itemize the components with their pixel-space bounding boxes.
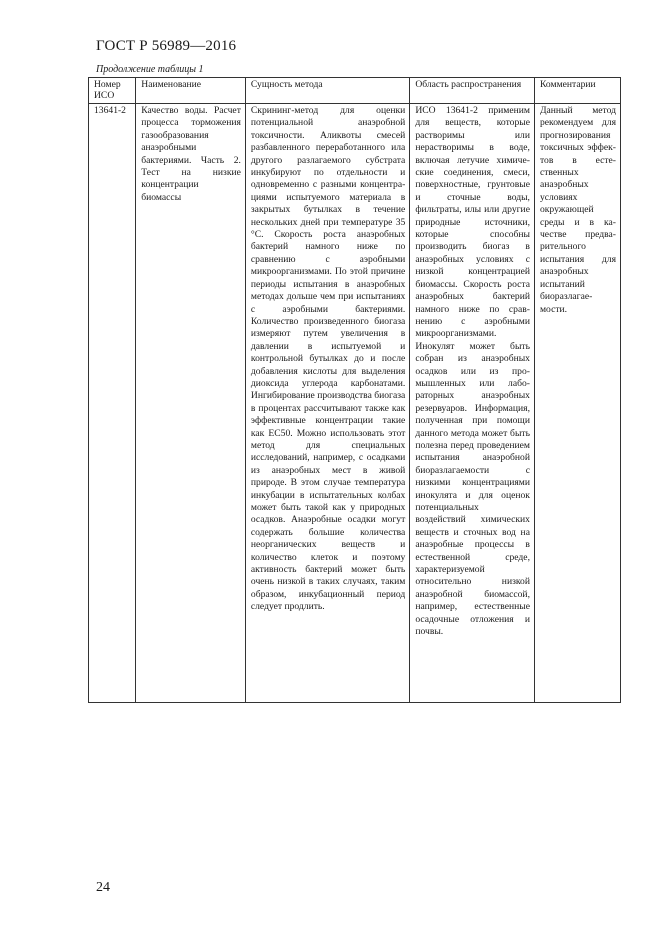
page-number: 24 — [96, 880, 110, 895]
column-header-method: Сущность метода — [245, 78, 409, 104]
cell-name: Качество воды. Расчет процесса торможения газообразования анаэробными бактериями. Часть 2. Тест на низкие концентрации биомассы — [136, 104, 246, 703]
document-standard-title: ГОСТ Р 56989—2016 — [96, 38, 237, 54]
column-header-scope: Область распространения — [410, 78, 535, 104]
cell-scope — [410, 104, 535, 703]
cell-iso-number: 13641-2 — [89, 104, 136, 703]
scope-paragraph: Инокулят может быть собран из анаэробных осадков или из промышленных или лабораторных анаэробных резервуаров. Информация, полученная при помощи данного метода может быть полезна перед проведением испытания анаэробной биоразлагаемости с низкими концентрациями инокулята и для оценок потенциальных воздействий химических веществ и сточных вод на анаэробные процессы в естественной среде, характеризуемой относительно низкой анаэробной биомассой, например, естественные осадочные отложения и почвы. — [415, 340, 530, 638]
column-header-iso: Номер ИСО — [89, 78, 136, 104]
iso-standards-table — [88, 77, 621, 703]
scope-paragraph: ИСО 13641-2 применим для веществ, которые растворимы или нерастворимы в воде, включая летучие химические соединения, смеси, поверхностные, грунтовые и сточные воды, фильтраты, илы или другие природные источники, которые способны производить биогаз в анаэробных условиях с низкой концентрацией биомассы. Скорость роста анаэробных бактерий намного ниже по сравнению с аэробными микроорганизмами. — [415, 105, 530, 340]
cell-comments: Данный метод рекомендуем для прогнозирования токсичных эффектов в естественных анаэробных условиях окружающей среды и в качестве предварительного испытания для анаэробных испытаний биоразлагаемости. — [534, 104, 620, 703]
column-header-comments: Комментарии — [534, 78, 620, 104]
table-header-row — [89, 78, 621, 104]
column-header-name: Наименование — [136, 78, 246, 104]
table-continuation-caption: Продолжение таблицы 1 — [96, 64, 204, 75]
table-row — [89, 104, 621, 703]
cell-method: Скрининг-метод для оценки потенциальной анаэробной токсичности. Аликвоты смесей разбавленного переработанного ила другого разлагаемого субстрата инкубируют по отдельности и одновременно с разными концентрациями испытуемого материала в закрытых бутылках в течение нескольких дней при температуре 35 °С. Скорость роста анаэробных бактерий намного ниже по сравнению с аэробными микроорганизмами. По этой причине периоды испытания в анаэробных методах дольше чем при испытаниях с аэробными бактериями. Количество произведенного биогаза измеряют путем увеличения в давлении в испытуемой и контрольной бутылках до и после добавления кислоты для выделения диоксида углерода карбонатами. Ингибирование производства биогаза в процентах рассчитывают также как эффективные концентрации такие как ЕС50. Можно использовать этот метод для специальных исследований, например, с осадками из анаэробных мест в живой природе. В этом случае температура инкубации в испытательных колбах может быть такой как у природных осадков. Анаэробные осадки могут содержать большие количества неорганических веществ и количество клеток и поэтому активность бактерий может быть очень низкой в таких случаях, таким образом, инкубационный период следует продлить. — [245, 104, 409, 703]
